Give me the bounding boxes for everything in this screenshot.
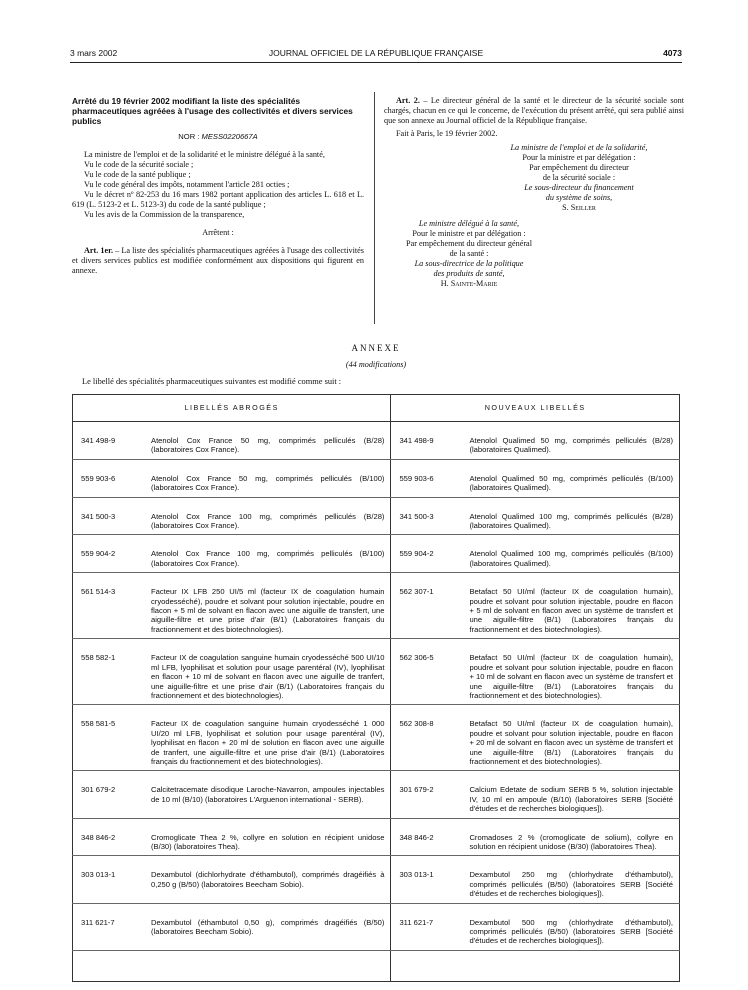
- old-code: 341 500-3: [73, 497, 148, 535]
- column-divider: [374, 92, 375, 324]
- annexe-table: [72, 394, 680, 982]
- old-code: 301 679-2: [73, 771, 148, 818]
- new-label: Atenolol Qualimed 100 mg, comprimés pelliculés (B/28) (laboratoires Qualimed).: [465, 497, 679, 535]
- old-label: Dexambutol (éthambutol 0,50 g), comprimés dragéifiés (B/50) (laboratoires Beecham Sobio).: [147, 903, 391, 950]
- signature-line: de la santé :: [449, 249, 489, 258]
- header-rule: [70, 62, 682, 63]
- new-code: 562 306-5: [391, 639, 466, 705]
- right-column: [384, 96, 684, 289]
- new-code: 562 308-8: [391, 705, 466, 771]
- old-label: Facteur IX de coagulation sanguine humain cryodesséché 500 UI/10 ml LFB, lyophilisat et solution pour usage parentéral (IV), lyophilisat en flacon + 10 ml de solvant en flacon avec une aiguille de tranfert, une aiguille-filtre et une prise d'air (B/1) (Laboratoires français du fractionnement et des biotechnologies).: [147, 639, 391, 705]
- new-code: 303 013-1: [391, 856, 466, 903]
- modifications-count: (44 modifications): [345, 360, 407, 369]
- signature-line: des produits de santé,: [433, 269, 505, 278]
- article-2-text: – Le directeur général de la santé et le directeur de la sécurité sociale sont chargés, chacun en ce qui le concerne, de l'exécution du présent arrêté, qui sera publié ainsi que son annexe au Journal officiel de la République française.: [384, 96, 684, 125]
- signature-line: Le sous-directeur du financement: [524, 183, 634, 192]
- old-code: 558 582-1: [73, 639, 148, 705]
- visa-paragraphs: [72, 150, 364, 220]
- new-code: 559 904-2: [391, 535, 466, 573]
- table-row: [73, 535, 680, 573]
- signature-line: Pour la ministre et par délégation :: [522, 153, 636, 162]
- column-header-old: LIBELLÉS ABROGÉS: [73, 395, 391, 422]
- annexe-title: ANNEXE: [351, 343, 401, 353]
- journal-title: JOURNAL OFFICIEL DE LA RÉPUBLIQUE FRANÇAISE: [268, 48, 484, 58]
- signature-line: de la sécurité sociale :: [542, 173, 616, 182]
- old-code: 561 514-3: [73, 573, 148, 639]
- signature-block-2: [384, 219, 554, 289]
- nor-value: MESS0220667A: [201, 132, 258, 141]
- article-2-label: Art. 2.: [396, 96, 420, 105]
- signature-line: Pour le ministre et par délégation :: [412, 229, 526, 238]
- old-label: Facteur IX de coagulation sanguine humain cryodesséché 1 000 UI/20 ml LFB, lyophilisat et solution pour usage parentéral (IV), lyophilisat en flacon + 20 ml de solution en flacon avec une aiguille de tranfert, une aiguille-filtre et une prise d'air (B/1) (Laboratoires français du fractionnement et des biotechnologies).: [147, 705, 391, 771]
- table-row: [73, 573, 680, 639]
- table-row: [73, 459, 680, 497]
- new-code: 341 500-3: [391, 497, 466, 535]
- old-label: Atenolol Cox France 100 mg, comprimés pelliculés (B/28) (laboratoires Cox France).: [147, 497, 391, 535]
- article-1-text: – La liste des spécialités pharmaceutiques agréées à l'usage des collectivités et divers services publics est modifiée conformément aux dispositions qui figurent en annexe.: [72, 246, 364, 275]
- old-label: Atenolol Cox France 50 mg, comprimés pelliculés (B/100) (laboratoires Cox France).: [147, 459, 391, 497]
- nor-reference: [72, 132, 364, 142]
- table-row: [73, 705, 680, 771]
- visa-paragraph: Vu le code de la santé publique ;: [84, 170, 191, 179]
- page-number: 4073: [663, 48, 682, 58]
- table-row: [73, 818, 680, 856]
- new-label: Dexambutol 500 mg (chlorhydrate d'éthambutol), comprimés pelliculés (B/50) (laboratoires SERB [Société d'études et de recherches biologiques]).: [465, 903, 679, 950]
- old-label: Dexambutol (dichlorhydrate d'éthambutol), comprimés dragéifiés à 0,250 g (B/50) (laboratoires Beecham Sobio).: [147, 856, 391, 903]
- annexe-intro: Le libellé des spécialités pharmaceutiques suivantes est modifié comme suit :: [82, 377, 342, 386]
- signature-line: H. Sainte-Marie: [440, 279, 498, 288]
- old-label: Atenolol Cox France 100 mg, comprimés pelliculés (B/100) (laboratoires Cox France).: [147, 535, 391, 573]
- new-label: Atenolol Qualimed 50 mg, comprimés pelliculés (B/100) (laboratoires Qualimed).: [465, 459, 679, 497]
- signature-line: Par empêchement du directeur général: [406, 239, 532, 248]
- page-header: [70, 48, 682, 62]
- table-row: [73, 771, 680, 818]
- nor-label: NOR :: [178, 132, 200, 141]
- signature-line: S. Seiller: [562, 203, 596, 212]
- old-label: Atenolol Cox France 50 mg, comprimés pelliculés (B/28) (laboratoires Cox France).: [147, 422, 391, 460]
- new-code: 311 621-7: [391, 903, 466, 950]
- signature-block-1: [479, 143, 679, 213]
- new-code: 301 679-2: [391, 771, 466, 818]
- old-label: Calcitetracemate disodique Laroche-Navarron, ampoules injectables de 10 ml (B/10) (laboratoires L'Arguenon international - SERB).: [147, 771, 391, 818]
- new-label: Betafact 50 UI/ml (facteur IX de coagulation humain), poudre et solvant pour solution injectable, poudre en flacon + 10 ml de solvant en flacon avec un système de transfert et une aiguille-filtre (B/1) (Laboratoires français du fractionnement et des biotechnologies).: [465, 639, 679, 705]
- visa-paragraph: La ministre de l'emploi et de la solidarité et le ministre délégué à la santé,: [84, 150, 325, 159]
- decree-title: Arrêté du 19 février 2002 modifiant la liste des spécialités pharmaceutiques agréées à l'usage des collectivités et divers services publics: [72, 96, 353, 126]
- article-1-label: Art. 1er.: [84, 246, 114, 255]
- new-code: 341 498-9: [391, 422, 466, 460]
- old-code: 341 498-9: [73, 422, 148, 460]
- table-row: [73, 497, 680, 535]
- signature-line: La ministre de l'emploi et de la solidarité,: [510, 143, 648, 152]
- new-code: 348 846-2: [391, 818, 466, 856]
- article-1: [72, 246, 364, 276]
- new-label: Cromadoses 2 % (cromoglicate de solium), collyre en solution en récipient unidose (B/30) (laboratoires Thea).: [465, 818, 679, 856]
- table-row: [73, 422, 680, 460]
- old-label: Facteur IX LFB 250 UI/5 ml (facteur IX de coagulation humain cryodesséché), poudre et solvant pour solution injectable, poudre en flacon + 5 ml de solvant en flacon avec une aiguille de transfert, une aiguille-filtre et une prise d'air (B/1) (Laboratoires français du fractionnement et des biotechnologies).: [147, 573, 391, 639]
- article-2: [384, 96, 684, 126]
- new-label: Betafact 50 UI/ml (facteur IX de coagulation humain), poudre et solvant pour solution injectable, poudre en flacon + 5 ml de solvant en flacon avec un système de transfert et une aiguille-filtre (B/1) (Laboratoires français du fractionnement et des biotechnologies).: [465, 573, 679, 639]
- table-row: [73, 903, 680, 950]
- table-header: [73, 395, 680, 422]
- table-row: [73, 639, 680, 705]
- new-label: Atenolol Qualimed 50 mg, comprimés pelliculés (B/28) (laboratoires Qualimed).: [465, 422, 679, 460]
- new-code: 559 903-6: [391, 459, 466, 497]
- column-header-new: NOUVEAUX LIBELLÉS: [391, 395, 680, 422]
- new-label: Atenolol Qualimed 100 mg, comprimés pelliculés (B/100) (laboratoires Qualimed).: [465, 535, 679, 573]
- old-code: 303 013-1: [73, 856, 148, 903]
- new-label: Betafact 50 UI/ml (facteur IX de coagulation humain), poudre et solvant pour solution injectable, poudre en flacon + 20 ml de solvant en flacon avec un système de transfert et une aiguille-filtre (B/1) (Laboratoires français du fractionnement et des biotechnologies).: [465, 705, 679, 771]
- signature-line: Le ministre délégué à la santé,: [418, 219, 520, 228]
- old-code: 559 903-6: [73, 459, 148, 497]
- signature-line: La sous-directrice de la politique: [414, 259, 524, 268]
- signature-place-date: Fait à Paris, le 19 février 2002.: [396, 129, 498, 138]
- signature-line: Par empêchement du directeur: [529, 163, 629, 172]
- visa-paragraph: Vu le code général des impôts, notamment l'article 281 octies ;: [84, 180, 290, 189]
- header-date: 3 mars 2002: [70, 48, 118, 58]
- old-code: 558 581-5: [73, 705, 148, 771]
- old-label: Cromoglicate Thea 2 %, collyre en solution en récipient unidose (B/30) (laboratoires Thea).: [147, 818, 391, 856]
- visa-paragraph: Vu les avis de la Commission de la transparence,: [84, 210, 245, 219]
- new-label: Dexambutol 250 mg (chlorhydrate d'éthambutol), comprimés pelliculés (B/50) (laboratoires SERB [Société d'études et de recherches biologiques]).: [465, 856, 679, 903]
- signature-line: du système de soins,: [545, 193, 613, 202]
- table-row: [73, 856, 680, 903]
- visa-paragraph: Vu le décret nº 82-253 du 16 mars 1982 portant application des articles L. 618 et L. 619 (L. 5123-2 et L. 5123-3) du code de la santé publique ;: [72, 190, 364, 209]
- new-code: 562 307-1: [391, 573, 466, 639]
- old-code: 559 904-2: [73, 535, 148, 573]
- left-column: [72, 96, 364, 276]
- old-code: 348 846-2: [73, 818, 148, 856]
- visa-paragraph: Vu le code de la sécurité sociale ;: [84, 160, 194, 169]
- new-label: Calcium Edetate de sodium SERB 5 %, solution injectable IV, 10 ml en ampoule (B/10) (laboratoires SERB [Société d'études et de recherches biologiques]).: [465, 771, 679, 818]
- arretent-label: Arrêtent :: [202, 228, 234, 237]
- table-continuation: [73, 950, 680, 981]
- old-code: 311 621-7: [73, 903, 148, 950]
